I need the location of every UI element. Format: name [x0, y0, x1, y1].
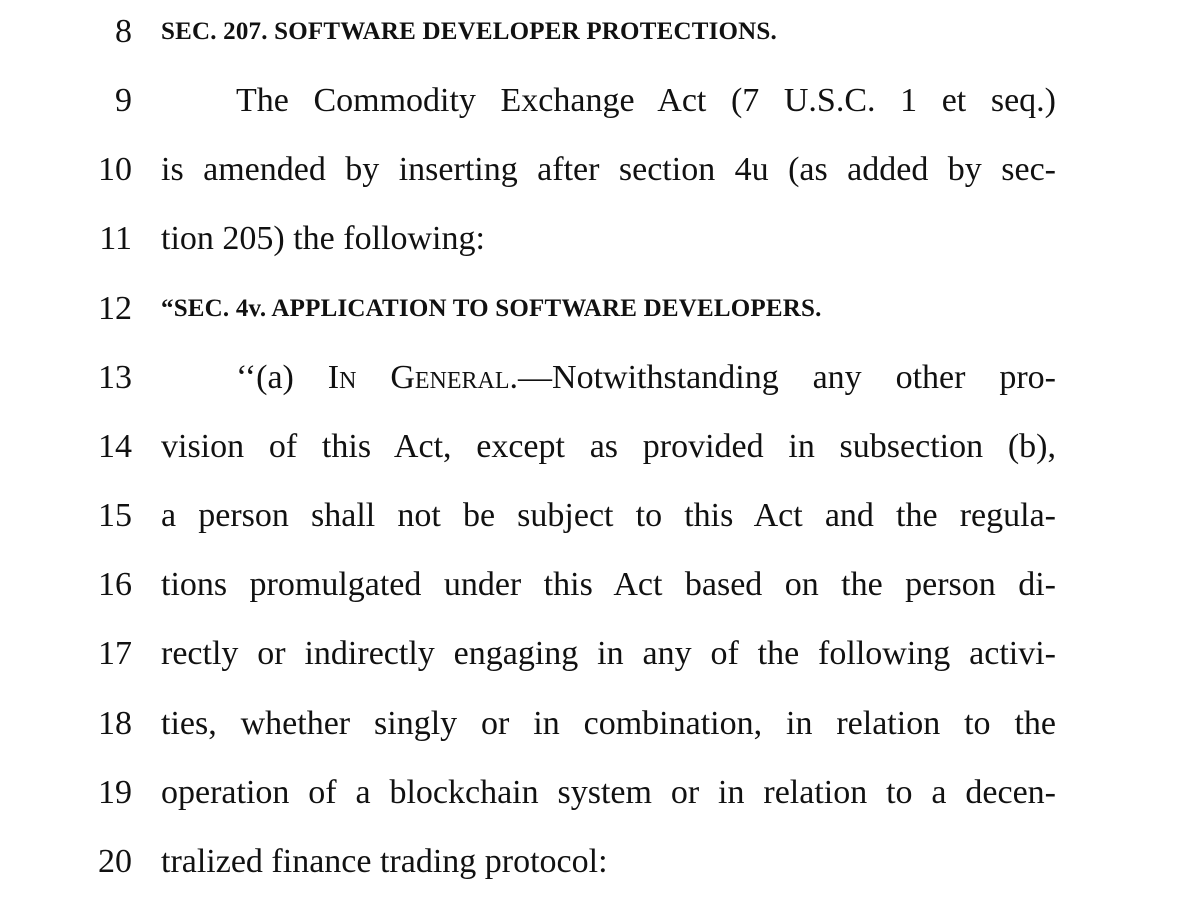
line-text: is amended by inserting after section 4u (as added by sec-: [161, 151, 1056, 188]
line-17: [0, 629, 1190, 679]
line-16: [0, 560, 1190, 610]
line-text: tion 205) the following:: [161, 220, 485, 257]
subsection-heading: “SEC. 4v. APPLICATION TO SOFTWARE DEVELOPERS.: [161, 295, 822, 322]
line-10: [0, 145, 1190, 195]
line-number: 11: [99, 220, 132, 257]
line-text: rectly or indirectly engaging in any of the following activi-: [161, 635, 1056, 672]
line-number: 18: [98, 705, 132, 742]
section-heading: SEC. 207. SOFTWARE DEVELOPER PROTECTIONS.: [161, 18, 777, 45]
line-number: 9: [115, 82, 132, 119]
line-number: 17: [98, 635, 132, 672]
line-20: [0, 837, 1190, 887]
line-number: 12: [98, 290, 132, 327]
subsection-marker: ‘‘(a): [236, 359, 328, 396]
line-text: vision of this Act, except as provided in subsection (b),: [161, 428, 1056, 465]
line-number: 13: [98, 359, 132, 396]
line-number: 19: [98, 774, 132, 811]
line-number: 8: [115, 13, 132, 50]
line-15: [0, 491, 1190, 541]
line-9: [0, 76, 1190, 126]
subsection-title: In General.: [327, 359, 519, 396]
line-text-rest: —Notwithstanding any other pro-: [518, 359, 1056, 396]
line-number: 16: [98, 566, 132, 603]
line-number: 20: [98, 843, 132, 880]
line-11: [0, 214, 1190, 264]
line-number: 14: [98, 428, 132, 465]
line-text: operation of a blockchain system or in relation to a decen-: [161, 774, 1056, 811]
line-text: ties, whether singly or in combination, in relation to the: [161, 705, 1056, 742]
line-text: a person shall not be subject to this Act and the regula-: [161, 497, 1056, 534]
line-number: 10: [98, 151, 132, 188]
line-number: 15: [98, 497, 132, 534]
line-18: [0, 699, 1190, 749]
line-19: [0, 768, 1190, 818]
line-text: tions promulgated under this Act based on the person di-: [161, 566, 1056, 603]
line-12: [0, 284, 1190, 334]
line-text: The Commodity Exchange Act (7 U.S.C. 1 et seq.): [236, 82, 1056, 119]
line-13: [0, 353, 1190, 403]
line-14: [0, 422, 1190, 472]
line-8: [0, 7, 1190, 57]
line-text: tralized finance trading protocol:: [161, 843, 608, 880]
line-text: [236, 353, 1056, 403]
